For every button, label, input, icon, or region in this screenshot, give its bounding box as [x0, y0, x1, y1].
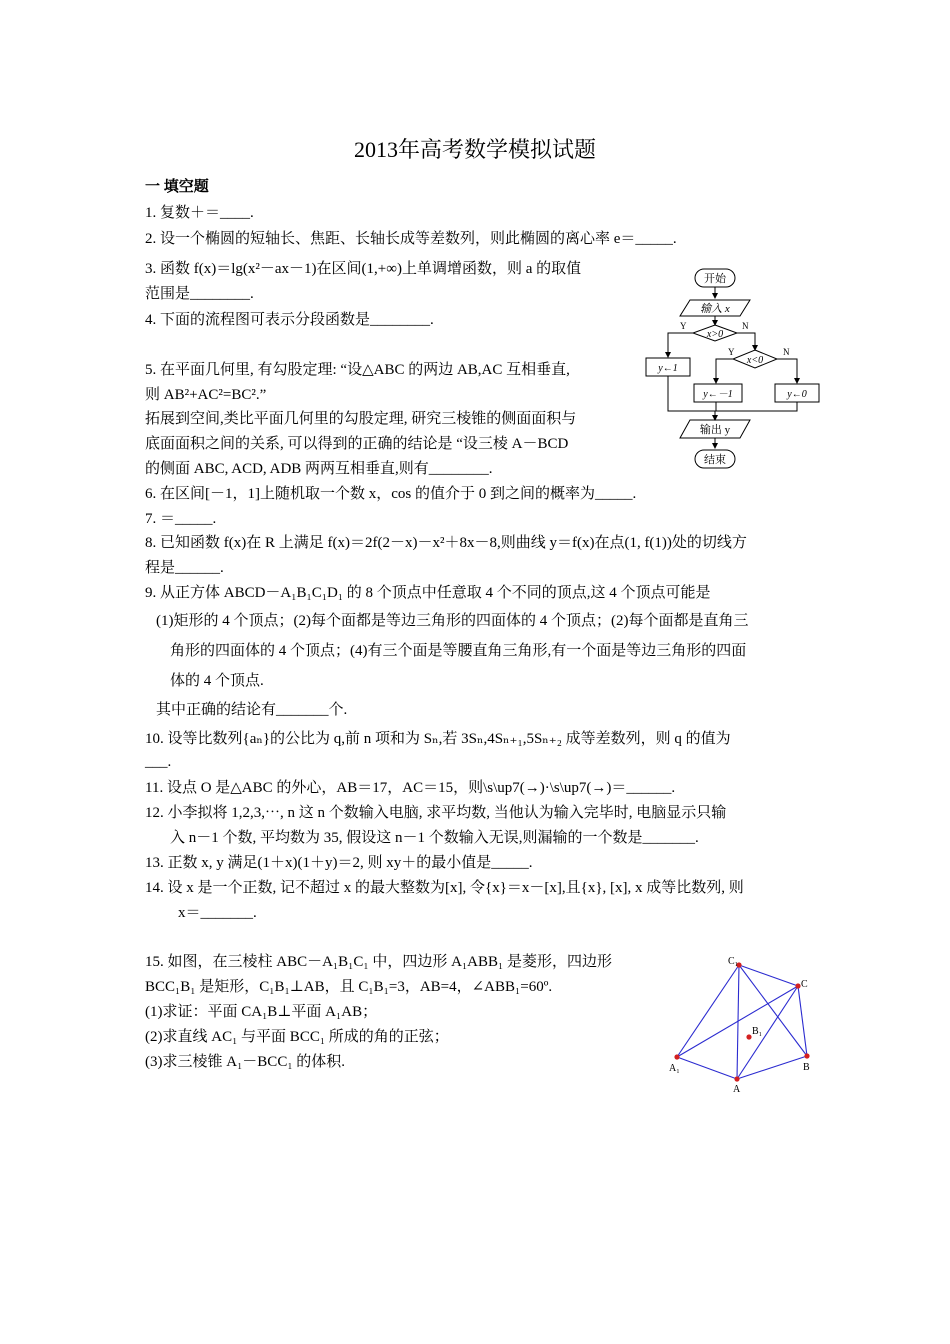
- question-14-line-1: 14. 设 x 是一个正数, 记不超过 x 的最大整数为[x], 令{x}＝x－[x],且{x}, [x], x 成等比数列, 则: [145, 880, 744, 896]
- question-15-line-2: BCC₁B₁ 是矩形，C₁B₁⊥AB，且 C₁B₁=3，AB=4，∠ABB₁=60º.: [145, 979, 553, 995]
- flow-start-text: 开始: [704, 273, 726, 285]
- question-10-line-2: ___.: [145, 754, 172, 770]
- question-9-line-5: 其中正确的结论有_______个.: [156, 702, 348, 718]
- flow-yes-label-2: Y: [728, 347, 735, 357]
- question-6: 6. 在区间[－1，1]上随机取一个数 x，cos 的值介于 0 到之间的概率为_____.: [145, 486, 637, 502]
- flow-cond1-text: x>0: [706, 329, 724, 340]
- question-8-line-2: 程是______.: [145, 560, 224, 576]
- question-12-line-2: 入 n－1 个数, 平均数为 35, 假设这 n－1 个数输入无误,则漏输的一个数是_______.: [170, 830, 699, 846]
- point-b1: [746, 1034, 751, 1039]
- question-9-line-2: (1)矩形的 4 个顶点；(2)每个面都是等边三角形的四面体的 4 个顶点；(2)每个面都是直角三: [156, 613, 749, 629]
- point-a1: [674, 1054, 679, 1059]
- question-4: 4. 下面的流程图可表示分段函数是________.: [145, 312, 434, 328]
- question-15-line-1: 15. 如图，在三棱柱 ABC－A₁B₁C₁ 中，四边形 A₁ABB₁ 是菱形，四边形: [145, 954, 613, 970]
- question-5-line-1: 5. 在平面几何里, 有勾股定理: “设△ABC 的两边 AB,AC 互相垂直,: [145, 362, 570, 378]
- question-13: 13. 正数 x, y 满足(1＋x)(1＋y)＝2, 则 xy＋的最小值是_____.: [145, 855, 533, 871]
- prism-figure: [660, 950, 830, 1100]
- flow-yes-label-1: Y: [680, 321, 687, 331]
- question-11: 11. 设点 O 是△ABC 的外心，AB＝17，AC＝15，则\s\up7(→)·\s\up7(→)＝______.: [145, 780, 676, 796]
- flow-assign2-text: y←－1: [703, 389, 733, 400]
- question-8-line-1: 8. 已知函数 f(x)在 R 上满足 f(x)＝2f(2－x)－x²＋8x－8,则曲线 y＝f(x)在点(1, f(1))处的切线方: [145, 535, 747, 551]
- flow-assign1-text: y←1: [658, 363, 678, 374]
- question-5-line-4: 底面面积之间的关系, 可以得到的正确的结论是 “设三棱 A－BCD: [145, 436, 569, 452]
- question-5-line-5: 的侧面 ABC, ACD, ADB 两两互相垂直,则有________.: [145, 461, 493, 477]
- question-1: 1. 复数＋＝____.: [145, 205, 254, 221]
- question-12-line-1: 12. 小李拟将 1,2,3,⋯, n 这 n 个数输入电脑, 求平均数, 当他认为输入完毕时, 电脑显示只输: [145, 805, 727, 821]
- point-a: [734, 1076, 739, 1081]
- flow-cond2-text: x<0: [746, 355, 764, 366]
- page-title: 2013年高考数学模拟试题: [353, 137, 596, 162]
- question-9-line-4: 体的 4 个顶点.: [170, 673, 264, 689]
- question-2: 2. 设一个椭圆的短轴长、焦距、长轴长成等差数列，则此椭圆的离心率 e＝_____.: [145, 231, 677, 247]
- point-c: [795, 983, 800, 988]
- question-15-line-4: (2)求直线 AC₁ 与平面 BCC₁ 所成的角的正弦；: [145, 1029, 449, 1045]
- question-15-line-5: (3)求三棱锥 A₁－BCC₁ 的体积.: [145, 1054, 346, 1070]
- question-9-line-3: 角形的四面体的 4 个顶点；(4)有三个面是等腰直角三角形,有一个面是等边三角形的四面: [170, 643, 747, 659]
- flow-no-label-2: N: [783, 347, 790, 357]
- label-c1: C₁: [728, 956, 739, 967]
- question-3-line-1: 3. 函数 f(x)＝lg(x²－ax－1)在区间(1,+∞)上单调增函数，则 a 的取值: [145, 261, 582, 277]
- label-a1: A₁: [669, 1063, 680, 1074]
- point-b: [804, 1053, 809, 1058]
- question-14-line-2: x＝_______.: [178, 905, 257, 921]
- question-15-line-3: (1)求证：平面 CA₁B⊥平面 A₁AB；: [145, 1004, 378, 1020]
- flow-output-text: 输出 y: [699, 424, 731, 436]
- question-3-line-2: 范围是________.: [145, 286, 254, 302]
- question-5-line-3: 拓展到空间,类比平面几何里的勾股定理, 研究三棱锥的侧面面积与: [145, 411, 577, 427]
- label-b: B: [803, 1062, 810, 1073]
- flow-input-text: 输入 x: [700, 303, 730, 315]
- question-9-line-1: 9. 从正方体 ABCD－A₁B₁C₁D₁ 的 8 个顶点中任意取 4 个不同的顶点,这 4 个顶点可能是: [145, 585, 711, 601]
- question-5-line-2: 则 AB²+AC²=BC².”: [145, 387, 267, 403]
- flow-assign3-text: y←0: [787, 389, 807, 400]
- label-b1: B₁: [752, 1026, 763, 1037]
- question-10-line-1: 10. 设等比数列{aₙ}的公比为 q,前 n 项和为 Sₙ,若 3Sₙ,4Sₙ₊₁,5Sₙ₊₂ 成等差数列，则 q 的值为: [145, 731, 731, 747]
- section-heading-fill-in: 一 填空题: [145, 179, 209, 195]
- label-a: A: [733, 1084, 741, 1095]
- question-7: 7. ＝_____.: [145, 511, 217, 527]
- flow-end-text: 结束: [704, 454, 726, 466]
- flowchart: [640, 262, 830, 477]
- flow-no-label-1: N: [742, 321, 749, 331]
- label-c: C: [801, 979, 808, 990]
